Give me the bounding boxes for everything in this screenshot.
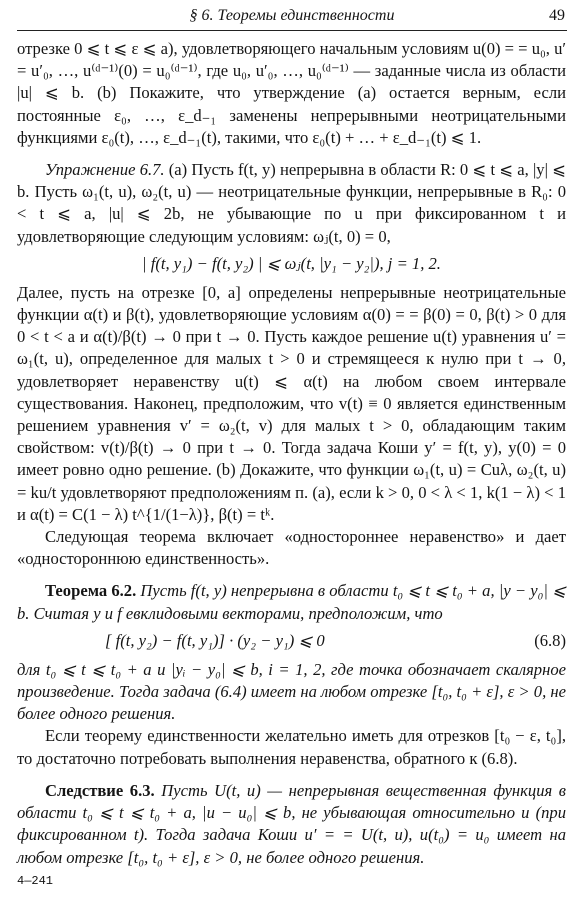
exercise-label: Упражнение 6.7.: [45, 160, 165, 180]
corollary-label: Следствие 6.3.: [45, 780, 155, 800]
page-body: [17, 38, 566, 869]
theorem-label: Теорема 6.2.: [45, 581, 137, 601]
page-number: 49: [549, 7, 565, 24]
signature-mark: 4—241: [17, 874, 54, 888]
corollary-6-3: [17, 780, 566, 869]
formula-lipschitz: | f(t, y₁) − f(t, y₂) | ⩽ ωⱼ(t, |y₁ − y₂|), j = 1, 2.: [142, 253, 441, 273]
paragraph-conditions: Далее, пусть на отрезке [0, a] определены непрерывные неотрицательные функции α(t) и β(t), удовлетворяющие условиям α(0) = = β(0) = 0, β(t) > 0 для 0 < t < a и α(t)/β(t) → 0 при t → 0. Пусть каждое решение u(t) уравнения u′ = ω₁(t, u), определенное для малых t > 0 и стремящееся к нулю при t → 0, удовлетворяет неравенству u(t) ⩽ α(t) на любом своем интервале существования. Наконец, предположим, что v(t) ≡ 0 является единственным решением уравнения v′ = ω₂(t, v) для малых t > 0, обладающим таким свойством: v(t)/β(t) → 0 при t → 0. Тогда задача Коши y′ = f(t, y), y(0) = 0 имеет ровно одно решение. (b) Докажите, что функции ω₁(t, u) = Cuλ, ω₂(t, u) = ku/t удовлетворяют предположениям п. (a), если k > 0, 0 < λ < 1, k(1 − λ) < 1 и α(t) = C(1 − λ) t^{1/(1−λ)}, β(t) = tᵏ.: [17, 282, 566, 524]
theorem-continuation: для t₀ ⩽ t ⩽ t₀ + a и |yᵢ − y₀| ⩽ b, i = 1, 2, где точка обозначает скалярное произведение. Тогда задача (6.4) имеет на любом отрезке [t₀, t₀ + ε], ε > 0, не более одного решения.: [17, 659, 566, 724]
paragraph-continuation: отрезке 0 ⩽ t ⩽ ε ⩽ a), удовлетворяющего начальным условиям u(0) = = u₀, u′ = u′₀, …, u⁽ᵈ⁻¹⁾(0) = u₀⁽ᵈ⁻¹⁾, где u₀, u′₀, …, u₀⁽ᵈ⁻¹⁾ — заданные числа из области |u| ⩽ b. (b) Покажите, что утверждение (a) остается верным, если постоянные ε₀, …, ε_d₋₁ заменены непрерывными неотрицательными функциями ε₀(t), …, ε_d₋₁(t), такими, что ε₀(t) + … + ε_d₋₁(t) ⩽ 1.: [17, 39, 566, 147]
theorem-text: Пусть f(t, y) непрерывна в области t₀ ⩽ t ⩽ t₀ + a, |y − y₀| ⩽ b. Считая y и f евклидовыми векторами, предположим, что: [17, 581, 566, 623]
page-header: [17, 4, 567, 31]
running-head: § 6. Теоремы единственности: [189, 7, 395, 24]
formula-6-8: [17, 629, 566, 653]
corollary-text: Пусть U(t, u) — непрерывная вещественная функция в области t₀ ⩽ t ⩽ t₀ + a, |u − u₀| ⩽ b, не убывающая относительно u (при фиксированном t). Тогда задача Коши u′ = = U(t, u), u(t₀) = u₀ имеет на любом отрезке [t₀, t₀ + ε], ε > 0, не более одного решения.: [17, 780, 566, 867]
theorem-6-2: [17, 580, 566, 624]
exercise-6-7: [17, 159, 566, 248]
paragraph-intro-theorem: Следующая теорема включает «одностороннее неравенство» и дает «одностороннюю единственность».: [17, 527, 566, 569]
exercise-text: (a) Пусть f(t, y) непрерывна в области R: 0 ⩽ t ⩽ a, |y| ⩽ b. Пусть ω₁(t, u), ω₂(t, u) — неотрицательные функции, непрерывные в R₀: 0 < t ⩽ a, |u| ⩽ 2b, не убывающие по u при фиксированном t и удовлетворяющие следующим условиям: ωⱼ(t, 0) = 0,: [17, 160, 566, 246]
formula-6-8-body: [ f(t, y₂) − f(t, y₁)] · (y₂ − y₁) ⩽ 0: [105, 630, 325, 650]
paragraph-reverse-inequality: Если теорему единственности желательно иметь для отрезков [t₀ − ε, t₀], то достаточно потребовать выполнения неравенства, обратного к (6.8).: [17, 726, 566, 768]
equation-number: (6.8): [534, 630, 566, 650]
